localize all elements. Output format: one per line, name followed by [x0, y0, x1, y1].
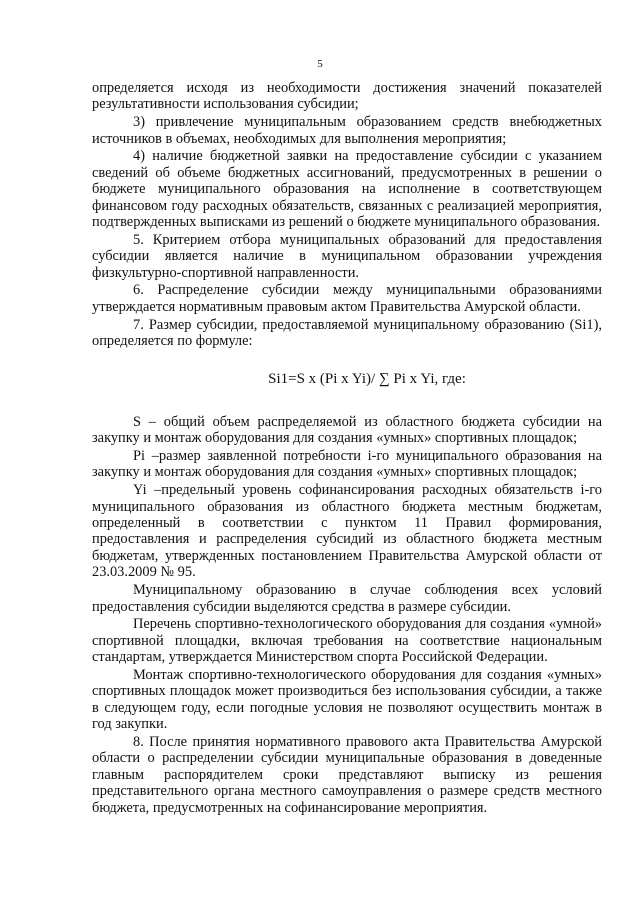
paragraph-item-4: 4) наличие бюджетной заявки на предоставление субсидии с указанием сведений об объеме бюджетных ассигнований, предусмотренных в решении о бюджете муниципального образования на исполнение в соответствующем финансовом году расходных обязательств, связанных с реализацией мероприятия, подтвержденных выписками из решений о бюджете муниципального образования.	[92, 148, 602, 231]
paragraph-item-3: 3) привлечение муниципальным образованием средств внебюджетных источников в объемах, необходимых для выполнения мероприятия;	[92, 114, 602, 147]
page-number: 5	[317, 58, 323, 70]
paragraph-subsidy-allocation: Муниципальному образованию в случае соблюдения всех условий предоставления субсидии выделяются средства в размере субсидии.	[92, 582, 602, 615]
paragraph-equipment-list: Перечень спортивно-технологического оборудования для создания «умной» спортивной площадки, включая требования на соответствие национальным стандартам, утверждается Министерством спорта Российской Федерации.	[92, 616, 602, 666]
paragraph-clause-8: 8. После принятия нормативного правового акта Правительства Амурской области о распределении субсидии муниципальные образования в доведенные главным распорядителем сроки представляют выписку из решения представительного органа местного самоуправления о размере средств местного бюджета, предусмотренных на софинансирование мероприятия.	[92, 733, 602, 816]
paragraph-continuation: определяется исходя из необходимости достижения значений показателей результативности использования субсидии;	[92, 80, 602, 113]
paragraph-clause-6: 6. Распределение субсидии между муниципальными образованиями утверждается нормативным правовым актом Правительства Амурской области.	[92, 282, 602, 315]
paragraph-clause-7: 7. Размер субсидии, предоставляемой муниципальному образованию (Si1), определяется по формуле:	[92, 316, 602, 350]
definition-s: S – общий объем распределяемой из областного бюджета субсидии на закупку и монтаж оборудования для создания «умных» спортивных площадок;	[92, 413, 602, 447]
definition-pi: Pi –размер заявленной потребности i-го муниципального образования на закупку и монтаж оборудования для создания «умных» спортивных площадок;	[92, 448, 602, 481]
paragraph-clause-5: 5. Критерием отбора муниципальных образований для предоставления субсидии является наличие в муниципальном образовании учреждения физкультурно-спортивной направленности.	[92, 231, 602, 281]
definition-yi: Yi –предельный уровень софинансирования расходных обязательств i-го муниципального образования из областного бюджета местным бюджетам, определенный в соответствии с пунктом 11 Правил формирования, предоставления и распределения субсидий из областного бюджета местным бюджетам, утвержденных постановлением Правительства Амурской области от 23.03.2009 № 95.	[92, 482, 602, 581]
document-body	[92, 80, 602, 817]
paragraph-equipment-installation: Монтаж спортивно-технологического оборудования для создания «умных» спортивных площадок может производиться без использования субсидии, а также в следующем году, если погодные условия не позволяют осуществить монтаж в год закупки.	[92, 666, 602, 733]
subsidy-formula: Si1=S x (Pi x Yi)/ ∑ Pi x Yi, где:	[268, 371, 466, 388]
